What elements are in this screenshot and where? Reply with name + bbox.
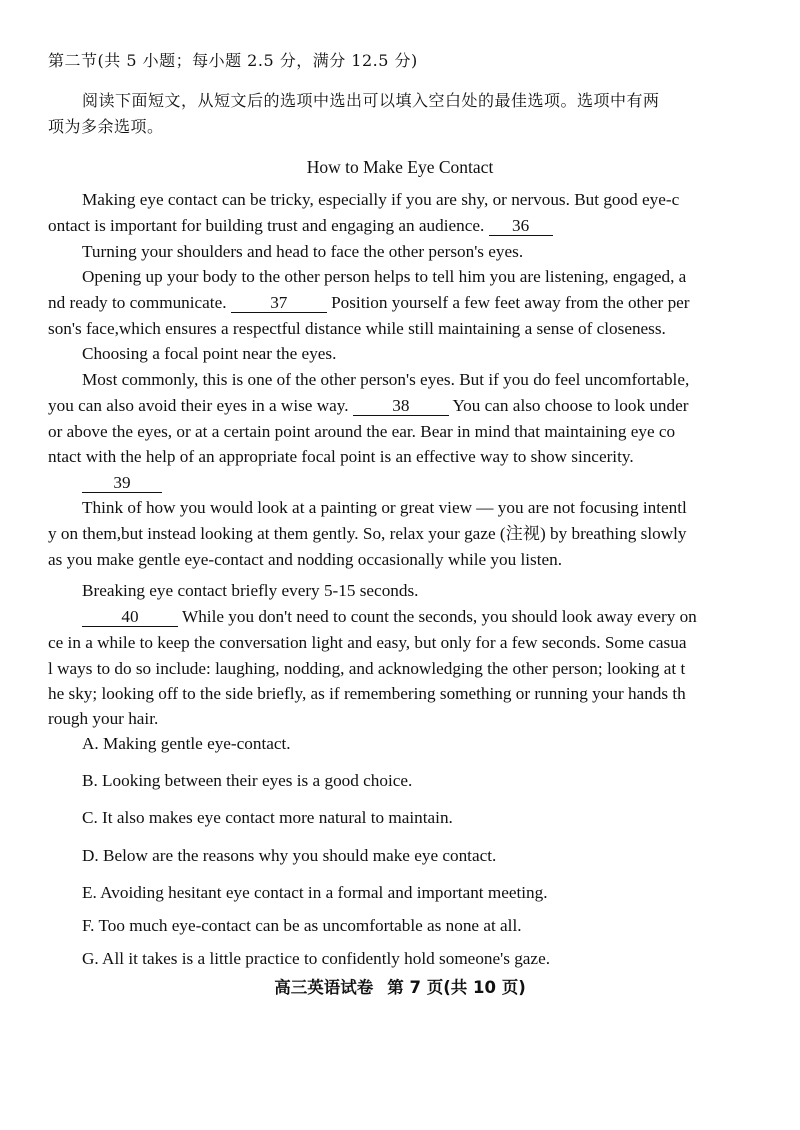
- instruction-line-1: 阅读下面短文，从短文后的选项中选出可以填入空白处的最佳选项。选项中有两: [82, 91, 660, 110]
- paragraph-5-line-4: he sky; looking off to the side briefly, as if remembering something or running your hands th: [48, 684, 686, 703]
- option-g: G. All it takes is a little practice to confidently hold someone's gaze.: [82, 949, 550, 968]
- option-d: D. Below are the reasons why you should make eye contact.: [82, 846, 497, 865]
- blank-37: 37: [231, 294, 327, 313]
- paragraph-2-text-a: nd ready to communicate.: [48, 293, 231, 312]
- option-a: A. Making gentle eye-contact.: [82, 734, 291, 753]
- paragraph-3-line-1: Most commonly, this is one of the other person's eyes. But if you do feel uncomfortable,: [82, 370, 690, 389]
- footer-exam-name: 高三英语试卷: [274, 978, 374, 997]
- paragraph-2-text-b: Position yourself a few feet away from the other per: [326, 293, 690, 312]
- paragraph-5-line-1: [82, 606, 752, 628]
- paragraph-2-line-2: [48, 292, 752, 314]
- article-title: How to Make Eye Contact: [306, 157, 494, 177]
- paragraph-5-line-2: ce in a while to keep the conversation light and easy, but only for a few seconds. Some casua: [48, 633, 687, 652]
- heading-focal-point: Choosing a focal point near the eyes.: [82, 344, 337, 363]
- paragraph-3-line-2: [48, 395, 752, 417]
- paragraph-4-line-1: Think of how you would look at a painting or great view — you are not focusing intentl: [82, 498, 687, 517]
- paragraph-3-line-4: ntact with the help of an appropriate focal point is an effective way to show sincerity.: [48, 447, 634, 466]
- blank-36: 36: [489, 217, 553, 236]
- paragraph-3-text-a: you can also avoid their eyes in a wise way.: [48, 396, 353, 415]
- paragraph-4-line-2: y on them,but instead looking at them gently. So, relax your gaze (注视) by breathing slowly: [48, 524, 687, 543]
- paragraph-3-line-3: or above the eyes, or at a certain point around the ear. Bear in mind that maintaining eye co: [48, 422, 676, 441]
- blank-38: 38: [353, 397, 449, 416]
- page-footer: [0, 974, 800, 998]
- paragraph-5-text: While you don't need to count the seconds, you should look away every on: [178, 607, 697, 626]
- instruction-line-2: 项为多余选项。: [48, 117, 164, 136]
- paragraph-1-text: ontact is important for building trust and engaging an audience.: [48, 216, 489, 235]
- paragraph-5-line-3: l ways to do so include: laughing, nodding, and acknowledging the other person; looking at t: [48, 659, 686, 678]
- option-f: F. Too much eye-contact can be as uncomfortable as none at all.: [82, 916, 522, 935]
- paragraph-1-line-2: [48, 215, 752, 237]
- heading-breaking-eye-contact: Breaking eye contact briefly every 5-15 seconds.: [82, 581, 419, 600]
- paragraph-1-line-1: Making eye contact can be tricky, especially if you are shy, or nervous. But good eye-c: [82, 190, 680, 209]
- option-c: C. It also makes eye contact more natural to maintain.: [82, 808, 453, 827]
- paragraph-2-line-3: son's face,which ensures a respectful distance while still maintaining a sense of closeness.: [48, 319, 666, 338]
- paragraph-4-line-3: as you make gentle eye-contact and nodding occasionally while you listen.: [48, 550, 563, 569]
- heading-blank-39: [82, 472, 752, 494]
- blank-39: 39: [82, 474, 162, 493]
- paragraph-2-line-1: Opening up your body to the other person helps to tell him you are listening, engaged, a: [82, 267, 687, 286]
- section-header: 第二节(共 5 小题；每小题 2.5 分，满分 12.5 分): [48, 51, 418, 70]
- option-e: E. Avoiding hesitant eye contact in a formal and important meeting.: [82, 883, 548, 902]
- paragraph-3-text-b: You can also choose to look under: [448, 396, 689, 415]
- blank-40: 40: [82, 608, 178, 627]
- paragraph-5-line-5: rough your hair.: [48, 709, 159, 728]
- option-b: B. Looking between their eyes is a good choice.: [82, 771, 413, 790]
- footer-page-number: 第 7 页(共 10 页): [387, 978, 526, 997]
- heading-turning-shoulders: Turning your shoulders and head to face the other person's eyes.: [82, 242, 524, 261]
